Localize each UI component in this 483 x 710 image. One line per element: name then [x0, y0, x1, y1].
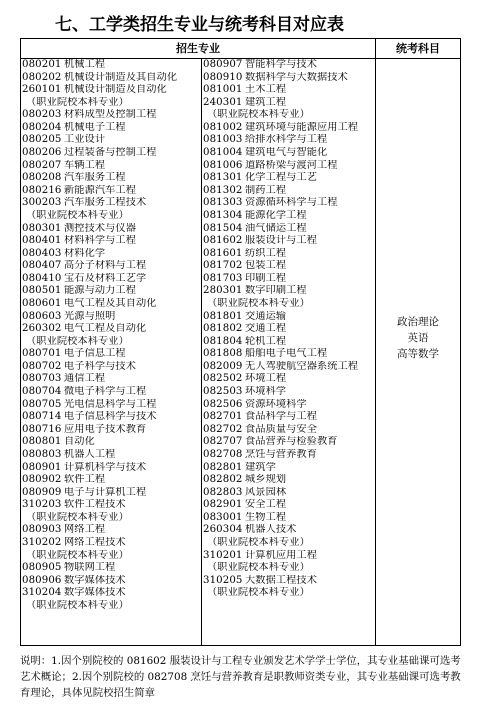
major-column-2	[203, 59, 374, 600]
major-name: 建筑学	[245, 461, 276, 473]
major-name: 数字媒体技术	[64, 587, 126, 599]
major-note: （职业院校本科专业）	[207, 536, 310, 548]
major-code: 080803	[22, 448, 62, 460]
major-name: 过程装备与控制工程	[64, 147, 157, 159]
major-code: 080205	[22, 134, 62, 146]
table-row	[203, 84, 374, 97]
table-row	[22, 210, 201, 223]
major-name: 网络工程技术	[64, 536, 126, 548]
table-row	[22, 474, 201, 487]
major-name: 轮机工程	[245, 335, 287, 347]
major-code: 082502	[203, 373, 243, 385]
table-row	[22, 512, 201, 525]
table-row	[203, 210, 374, 223]
major-code: 080801	[22, 436, 62, 448]
table-row	[22, 134, 201, 147]
column-divider	[201, 59, 202, 645]
table-row	[22, 172, 201, 185]
major-code: 082901	[203, 499, 243, 511]
table-row	[203, 399, 374, 412]
major-name: 光源与照明	[64, 310, 116, 322]
major-name: 机械工程	[64, 59, 106, 70]
major-name: 网络工程	[64, 524, 106, 536]
major-name: 软件工程技术	[64, 499, 126, 511]
major-code: 080701	[22, 348, 62, 360]
table-row	[22, 285, 201, 298]
table-row	[22, 235, 201, 248]
major-name: 机器人技术	[245, 524, 297, 536]
major-name: 电子信息工程	[64, 348, 126, 360]
major-name: 印刷工程	[245, 272, 287, 284]
table-row	[203, 386, 374, 399]
major-name: 烹饪与营养教育	[245, 448, 318, 460]
header-major: 招生专业	[21, 39, 376, 59]
major-code: 240301	[203, 96, 243, 108]
table-row	[203, 160, 374, 173]
major-name: 机械电子工程	[64, 121, 126, 133]
major-code: 080906	[22, 574, 62, 586]
table-row	[203, 575, 374, 588]
table-row	[22, 97, 201, 110]
major-code: 280301	[203, 285, 243, 297]
major-code: 080910	[203, 71, 243, 83]
table-row	[22, 550, 201, 563]
table-row	[203, 298, 374, 311]
major-name: 建筑工程	[245, 96, 287, 108]
major-name: 食品营养与检验教育	[245, 436, 338, 448]
table-row	[203, 223, 374, 236]
major-name: 给排水科学与工程	[245, 134, 328, 146]
table-row	[22, 424, 201, 437]
major-code: 080208	[22, 172, 62, 184]
table-row	[203, 134, 374, 147]
major-note: （职业院校本科专业）	[26, 96, 129, 108]
major-exam-table	[20, 38, 461, 646]
table-row	[22, 487, 201, 500]
major-code: 080201	[22, 59, 62, 70]
table-row	[22, 160, 201, 173]
major-note: （职业院校本科专业）	[207, 109, 310, 121]
major-code: 081802	[203, 323, 243, 335]
major-name: 服装设计与工程	[245, 235, 318, 247]
table-row	[203, 336, 374, 349]
table-row	[203, 260, 374, 273]
major-code: 300203	[22, 197, 62, 209]
table-row	[203, 424, 374, 437]
major-name: 城乡规划	[245, 474, 287, 486]
table-row	[22, 122, 201, 135]
table-row	[203, 550, 374, 563]
major-code: 080206	[22, 147, 62, 159]
major-name: 食品科学与工程	[245, 411, 318, 423]
major-code: 080901	[22, 461, 62, 473]
table-row	[203, 373, 374, 386]
major-code: 082009	[203, 360, 243, 372]
header-exam: 统考科目	[376, 39, 460, 59]
major-code: 081808	[203, 348, 243, 360]
major-code: 081601	[203, 247, 243, 259]
table-row	[22, 587, 201, 600]
major-note: （职业院校本科专业）	[207, 562, 310, 574]
major-code: 080714	[22, 411, 62, 423]
table-row	[203, 311, 374, 324]
footnote: 说明：1.因个别院校的 081602 服装设计与工程专业颁发艺术学学士学位，其专业基础课可选考艺术概论；2.因个别院校的 082708 烹饪与营养教育是职教师资类专业，其专业基础课可选考教育理论，具体见院校招生简章	[20, 655, 461, 699]
major-name: 材料科学与工程	[64, 235, 137, 247]
major-name: 物联网工程	[64, 562, 116, 574]
major-code: 080207	[22, 159, 62, 171]
table-row	[203, 97, 374, 110]
major-name: 光电信息科学与工程	[64, 398, 157, 410]
major-code: 080203	[22, 109, 62, 121]
major-name: 交通运输	[245, 310, 287, 322]
major-code: 080407	[22, 260, 62, 272]
major-name: 风景园林	[245, 486, 287, 498]
major-code: 081002	[203, 121, 243, 133]
major-name: 计算机应用工程	[245, 549, 318, 561]
exam-subject: 英语	[407, 332, 429, 344]
table-row	[22, 399, 201, 412]
major-code: 260304	[203, 524, 243, 536]
major-name: 能源化学工程	[245, 209, 307, 221]
table-row	[203, 512, 374, 525]
major-name: 高分子材料与工程	[64, 260, 147, 272]
major-name: 建筑环境与能源应用工程	[245, 121, 359, 133]
major-code: 080716	[22, 423, 62, 435]
table-row	[22, 562, 201, 575]
major-name: 计算机科学与技术	[64, 461, 147, 473]
table-row	[203, 436, 374, 449]
major-code: 081801	[203, 310, 243, 322]
table-row	[22, 411, 201, 424]
major-name: 电子信息科学与技术	[64, 411, 157, 423]
major-name: 食品质量与安全	[245, 423, 318, 435]
table-row	[22, 84, 201, 97]
major-code: 080704	[22, 386, 62, 398]
major-name: 自动化	[64, 436, 95, 448]
major-name: 机器人工程	[64, 448, 116, 460]
table-row	[203, 361, 374, 374]
major-code: 082701	[203, 411, 243, 423]
table-row	[22, 185, 201, 198]
major-code: 081004	[203, 147, 243, 159]
major-code: 080703	[22, 373, 62, 385]
table-row	[203, 122, 374, 135]
table-row	[22, 336, 201, 349]
major-code: 310203	[22, 499, 62, 511]
table-row	[203, 348, 374, 361]
major-code: 080601	[22, 297, 62, 309]
major-name: 无人驾驶航空器系统工程	[245, 360, 359, 372]
table-row	[203, 499, 374, 512]
table-row	[203, 285, 374, 298]
major-name: 宝石及材料工艺学	[64, 272, 147, 284]
major-code: 080603	[22, 310, 62, 322]
major-code: 083001	[203, 511, 243, 523]
major-name: 油气储运工程	[245, 222, 307, 234]
major-name: 环境科学	[245, 386, 287, 398]
major-name: 微电子科学与工程	[64, 386, 147, 398]
major-code: 081703	[203, 272, 243, 284]
major-name: 环境工程	[245, 373, 287, 385]
major-code: 080202	[22, 71, 62, 83]
table-row	[22, 197, 201, 210]
table-row	[203, 562, 374, 575]
major-name: 材料化学	[64, 247, 106, 259]
major-code: 080301	[22, 222, 62, 234]
major-name: 道路桥梁与渡河工程	[245, 159, 338, 171]
table-row	[203, 587, 374, 600]
table-row	[203, 449, 374, 462]
major-note: （职业院校本科专业）	[26, 511, 129, 523]
table-row	[203, 537, 374, 550]
major-name: 车辆工程	[64, 159, 106, 171]
major-name: 新能源汽车工程	[64, 184, 137, 196]
major-name: 软件工程	[64, 474, 106, 486]
major-code: 081302	[203, 184, 243, 196]
major-name: 生物工程	[245, 511, 287, 523]
table-row	[22, 499, 201, 512]
major-name: 纺织工程	[245, 247, 287, 259]
major-name: 汽车服务工程	[64, 172, 126, 184]
major-name: 能源与动力工程	[64, 285, 137, 297]
major-note: （职业院校本科专业）	[207, 297, 310, 309]
major-code: 081602	[203, 235, 243, 247]
major-name: 工业设计	[64, 134, 106, 146]
major-code: 080702	[22, 360, 62, 372]
major-code: 081804	[203, 335, 243, 347]
major-code: 080905	[22, 562, 62, 574]
major-name: 应用电子技术教育	[64, 423, 147, 435]
major-code: 081001	[203, 84, 243, 96]
table-row	[22, 147, 201, 160]
major-code: 081304	[203, 209, 243, 221]
table-row	[22, 524, 201, 537]
table-row	[203, 273, 374, 286]
table-row	[203, 248, 374, 261]
major-code: 260302	[22, 323, 62, 335]
table-row	[203, 109, 374, 122]
major-code: 080410	[22, 272, 62, 284]
major-code: 082801	[203, 461, 243, 473]
table-row	[22, 59, 201, 72]
major-name: 测控技术与仪器	[64, 222, 137, 234]
major-name: 大数据工程技术	[245, 574, 318, 586]
table-row	[203, 323, 374, 336]
table-row	[203, 197, 374, 210]
major-name: 交通工程	[245, 323, 287, 335]
major-code: 080907	[203, 59, 243, 70]
major-code: 310201	[203, 549, 243, 561]
major-name: 通信工程	[64, 373, 106, 385]
major-name: 机械设计制造及自动化	[64, 84, 167, 96]
major-name: 汽车服务工程技术	[64, 197, 147, 209]
table-row	[22, 361, 201, 374]
major-name: 电气工程及自动化	[64, 323, 147, 335]
major-name: 土木工程	[245, 84, 287, 96]
major-code: 082802	[203, 474, 243, 486]
page-title: 七、工学类招生专业与统考科目对应表	[55, 15, 344, 35]
major-code: 080903	[22, 524, 62, 536]
major-code: 082708	[203, 448, 243, 460]
major-name: 智能科学与技术	[245, 59, 318, 70]
major-code: 310205	[203, 574, 243, 586]
table-row	[22, 311, 201, 324]
major-code: 080204	[22, 121, 62, 133]
table-row	[22, 373, 201, 386]
table-row	[203, 462, 374, 475]
major-code: 082803	[203, 486, 243, 498]
major-code: 081003	[203, 134, 243, 146]
major-code: 081006	[203, 159, 243, 171]
table-row	[22, 260, 201, 273]
table-row	[203, 487, 374, 500]
major-code: 080902	[22, 474, 62, 486]
table-row	[203, 474, 374, 487]
table-row	[203, 72, 374, 85]
table-row	[22, 449, 201, 462]
major-code: 081301	[203, 172, 243, 184]
table-row	[22, 109, 201, 122]
major-code: 082503	[203, 386, 243, 398]
major-code: 310202	[22, 536, 62, 548]
table-row	[22, 600, 201, 613]
major-column-1	[22, 59, 201, 612]
table-row	[22, 575, 201, 588]
major-code: 080401	[22, 235, 62, 247]
major-note: （职业院校本科专业）	[26, 209, 129, 221]
major-note: （职业院校本科专业）	[207, 587, 310, 599]
major-note: （职业院校本科专业）	[26, 335, 129, 347]
table-row	[22, 348, 201, 361]
major-name: 数字媒体技术	[64, 574, 126, 586]
table-row	[22, 462, 201, 475]
table-row	[22, 298, 201, 311]
major-code: 080403	[22, 247, 62, 259]
major-name: 化学工程与工艺	[245, 172, 318, 184]
table-row	[22, 248, 201, 261]
major-code: 081702	[203, 260, 243, 272]
exam-subject: 高等数学	[397, 348, 439, 360]
table-row	[22, 72, 201, 85]
major-code: 082707	[203, 436, 243, 448]
major-code: 310204	[22, 587, 62, 599]
major-name: 数字印刷工程	[245, 285, 307, 297]
major-code: 081303	[203, 197, 243, 209]
major-name: 资源循环科学与工程	[245, 197, 338, 209]
major-name: 安全工程	[245, 499, 287, 511]
major-note: （职业院校本科专业）	[26, 549, 129, 561]
major-name: 电气工程及其自动化	[64, 297, 157, 309]
major-code: 081504	[203, 222, 243, 234]
major-note: （职业院校本科专业）	[26, 599, 129, 611]
major-code: 082702	[203, 423, 243, 435]
major-code: 080216	[22, 184, 62, 196]
table-row	[203, 524, 374, 537]
major-name: 制药工程	[245, 184, 287, 196]
table-row	[22, 386, 201, 399]
major-code: 080501	[22, 285, 62, 297]
major-name: 材料成型及控制工程	[64, 109, 157, 121]
major-code: 080705	[22, 398, 62, 410]
major-name: 电子与计算机工程	[64, 486, 147, 498]
table-row	[203, 147, 374, 160]
major-code: 260101	[22, 84, 62, 96]
table-row	[203, 185, 374, 198]
table-row	[22, 273, 201, 286]
table-row	[203, 59, 374, 72]
table-row	[22, 436, 201, 449]
major-name: 船舶电子电气工程	[245, 348, 328, 360]
table-row	[22, 223, 201, 236]
table-row	[22, 537, 201, 550]
major-name: 数据科学与大数据技术	[245, 71, 348, 83]
table-row	[203, 172, 374, 185]
exam-subject: 政治理论	[397, 316, 439, 328]
major-code: 082506	[203, 398, 243, 410]
major-code: 080909	[22, 486, 62, 498]
table-row	[203, 411, 374, 424]
major-name: 建筑电气与智能化	[245, 147, 328, 159]
table-row	[203, 235, 374, 248]
major-name: 包装工程	[245, 260, 287, 272]
major-name: 资源环境科学	[245, 398, 307, 410]
major-name: 电子科学与技术	[64, 360, 137, 372]
exam-subjects-cell	[376, 314, 460, 362]
major-name: 机械设计制造及其自动化	[64, 71, 178, 83]
table-row	[22, 323, 201, 336]
